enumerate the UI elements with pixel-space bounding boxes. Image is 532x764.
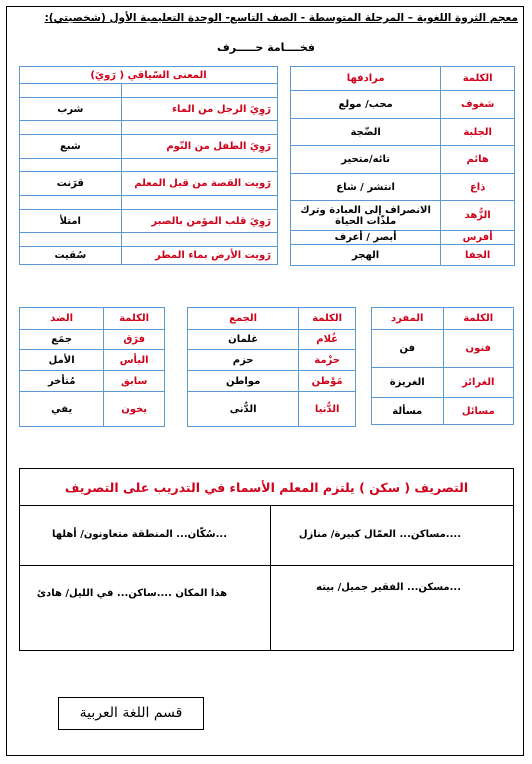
opposite-word: سابق — [104, 371, 165, 392]
conjugation-sentence: ...مسكن... الفقير جميل/ بيته — [316, 582, 461, 593]
opposite-table — [19, 307, 165, 427]
vocab-word: شغوف — [441, 91, 515, 119]
opposite-header-opposite: الضد — [20, 308, 104, 330]
opposite-word: اليأس — [104, 350, 165, 371]
vocab-word: هائم — [441, 146, 515, 174]
conjugation-title: التصريف ( سكن ) يلتزم المعلم الأسماء في التدريب على التصريف — [20, 469, 513, 506]
vocab-synonym: الانصراف إلى العبادة وترك ملذّات الحياة — [291, 201, 441, 231]
singular-value: مسألة — [372, 398, 444, 425]
conjugation-sentence: هذا المكان ....ساكن... في الليل/ هادئ — [36, 588, 227, 599]
vocab-header-synonym: مرادفها — [291, 67, 441, 91]
singular-value: فن — [372, 330, 444, 368]
singular-header-singular: المفرد — [372, 308, 444, 330]
vocab-synonym: محب/ مولع — [291, 91, 441, 119]
vocab-synonym: أبصر / أعرف — [291, 231, 441, 245]
vocab-synonym: الهجر — [291, 245, 441, 266]
context-sentence: رَوِيَ الطفل من النّوم — [121, 135, 277, 159]
opposite-value: الأمل — [20, 350, 104, 371]
conjugation-sentence: ...سُكّان... المنطقة متعاونون/ أهلها — [51, 529, 227, 540]
page-subtitle: فخــــامة حـــــرف — [217, 41, 315, 54]
context-sentence: رَويت الأرض بماء المطر — [121, 247, 277, 265]
vocab-word: أفرس — [441, 231, 515, 245]
context-meaning: قرَنت — [20, 172, 122, 196]
singular-word: الغرائز — [443, 368, 513, 398]
context-meaning: سُقيت — [20, 247, 122, 265]
opposite-word: فرَق — [104, 330, 165, 350]
vocab-synonym: تائه/متحير — [291, 146, 441, 174]
page-header: معجم الثروة اللغوية – المرحلة المتوسطة - الصف التاسع- الوحدة التعليمية الأول (شخصيتي): — [44, 12, 518, 24]
conjugation-sentence: ....مساكن... العمّال كبيرة/ منازل — [298, 529, 461, 540]
conjugation-divider-vertical — [270, 506, 271, 651]
plural-header-plural: الجمع — [188, 308, 299, 330]
context-meaning: امتلأ — [20, 210, 122, 233]
vocab-synonym: انتشر / شاع — [291, 174, 441, 201]
vocab-header-word: الكلمة — [441, 67, 515, 91]
plural-header-word: الكلمة — [299, 308, 356, 330]
singular-word: مسائل — [443, 398, 513, 425]
vocab-word: الزُّهد — [441, 201, 515, 231]
vocab-table — [290, 66, 515, 266]
plural-word: الدُّنيا — [299, 392, 356, 427]
singular-header-word: الكلمة — [443, 308, 513, 330]
plural-value: حزم — [188, 350, 299, 371]
conjugation-divider-horizontal — [20, 565, 513, 566]
context-meaning: شرب — [20, 98, 122, 121]
conjugation-box — [19, 468, 514, 651]
plural-value: الدُّنى — [188, 392, 299, 427]
plural-word: حزْمة — [299, 350, 356, 371]
plural-value: مواطن — [188, 371, 299, 392]
opposite-value: يفي — [20, 392, 104, 427]
vocab-synonym: الضّجة — [291, 119, 441, 146]
plural-table — [187, 307, 356, 427]
vocab-word: الجلبة — [441, 119, 515, 146]
opposite-word: يخون — [104, 392, 165, 427]
context-sentence: رَويت القصة من قبل المعلم — [121, 172, 277, 196]
plural-word: غُلام — [299, 330, 356, 350]
context-table — [19, 66, 278, 265]
singular-table — [371, 307, 514, 425]
singular-value: الغريزة — [372, 368, 444, 398]
vocab-word: ذاع — [441, 174, 515, 201]
opposite-value: جمَع — [20, 330, 104, 350]
context-sentence: رَوِيَ قلب المؤمن بالصبر — [121, 210, 277, 233]
opposite-header-word: الكلمة — [104, 308, 165, 330]
opposite-value: مُتأخر — [20, 371, 104, 392]
vocab-word: الجفا — [441, 245, 515, 266]
department-label: قسم اللغة العربية — [58, 697, 204, 730]
plural-value: غلمان — [188, 330, 299, 350]
plural-word: مَوْطن — [299, 371, 356, 392]
context-meaning: شبع — [20, 135, 122, 159]
singular-word: فنون — [443, 330, 513, 368]
context-sentence: رَوِيَ الرجل من الماء — [121, 98, 277, 121]
context-title: المعنى السّياقي ( رَويَ) — [20, 67, 278, 84]
